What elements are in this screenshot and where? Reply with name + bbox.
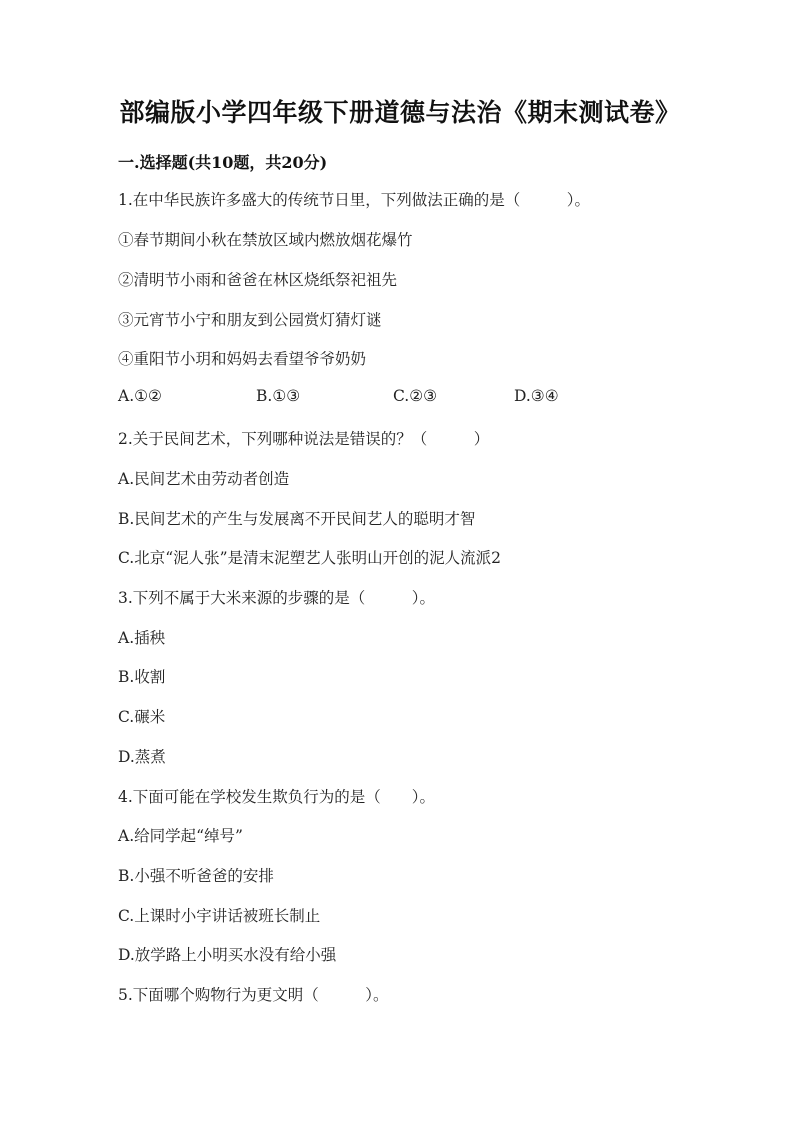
question-3-option-c: C.碾米 [118,708,166,726]
question-3-option-b: B.收割 [118,668,166,686]
question-2-option-c: C.北京“泥人张”是清末泥塑艺人张明山开创的泥人流派2 [118,549,501,567]
question-1-option-d: D.③④ [514,387,559,405]
question-1-option-a: A.①② [118,387,162,405]
exam-title: 部编版小学四年级下册道德与法治《期末测试卷》 [119,98,681,127]
question-5-stem: 5.下面哪个购物行为更文明（ ）。 [118,986,389,1004]
question-4-stem: 4.下面可能在学校发生欺负行为的是（ ）。 [118,788,436,806]
question-2-option-a: A.民间艺术由劳动者创造 [118,470,290,488]
question-1-statement-1: ①春节期间小秋在禁放区域内燃放烟花爆竹 [118,231,413,249]
question-3-option-d: D.蒸煮 [118,748,166,766]
question-1-option-b: B.①③ [256,387,301,405]
question-2-stem: 2.关于民间艺术，下列哪种说法是错误的？（ ） [118,430,490,448]
question-1-option-c: C.②③ [393,387,438,405]
question-2-option-b: B.民间艺术的产生与发展离不开民间艺人的聪明才智 [118,510,476,528]
question-3-option-a: A.插秧 [118,629,166,647]
question-1-stem: 1.在中华民族许多盛大的传统节日里，下列做法正确的是（ ）。 [118,191,591,209]
question-1-statement-3: ③元宵节小宁和朋友到公园赏灯猜灯谜 [118,311,382,329]
question-4-option-a: A.给同学起“绰号” [118,827,243,845]
question-4-option-d: D.放学路上小明买水没有给小强 [118,946,337,964]
section-heading: 一.选择题(共10题，共20分) [118,153,328,172]
question-3-stem: 3.下列不属于大米来源的步骤的是（ ）。 [118,589,436,607]
question-1-statement-4: ④重阳节小玥和妈妈去看望爷爷奶奶 [118,350,367,368]
question-4-option-b: B.小强不听爸爸的安排 [118,867,274,885]
question-1-statement-2: ②清明节小雨和爸爸在林区烧纸祭祀祖先 [118,271,398,289]
question-4-option-c: C.上课时小宇讲话被班长制止 [118,907,321,925]
